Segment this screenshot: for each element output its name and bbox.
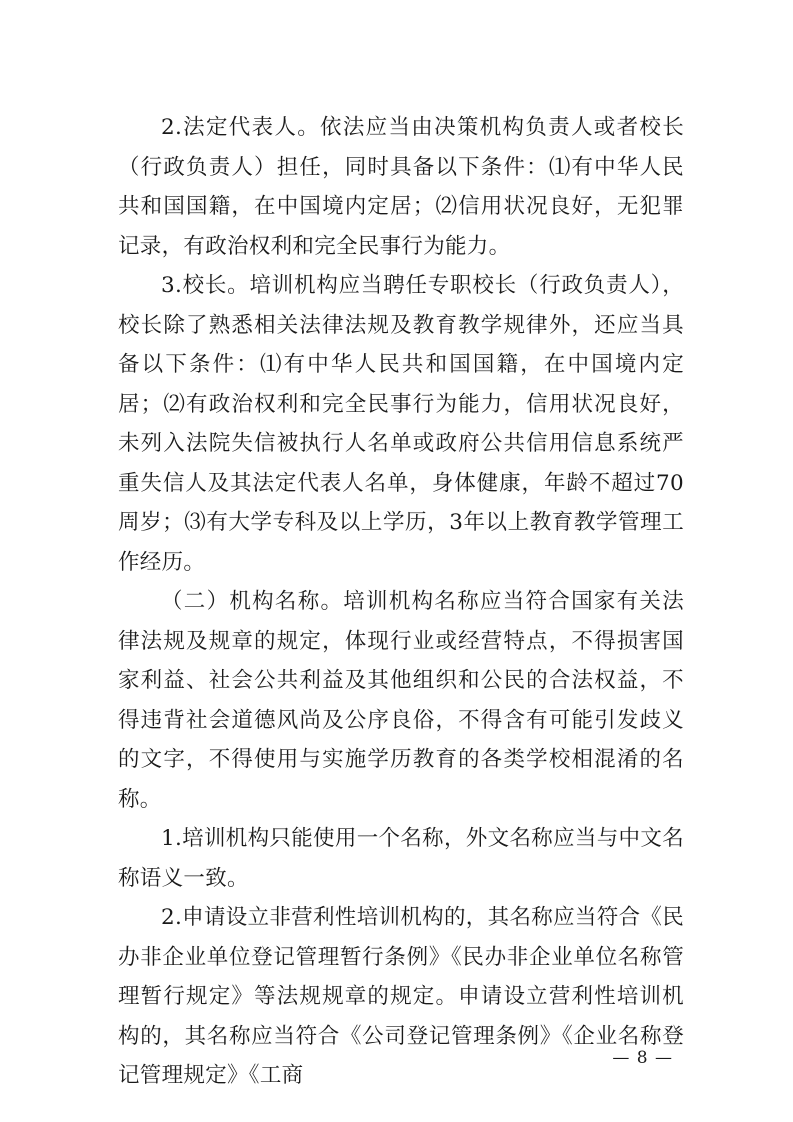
paragraph-legal-representative: 2.法定代表人。依法应当由决策机构负责人或者校长（行政负责人）担任，同时具备以下条件：⑴有中华人民共和国国籍，在中国境内定居；⑵信用状况良好，无犯罪记录，有政治权利和完全民事行为能力。 — [118, 115, 684, 259]
paragraph-single-name: 1.培训机构只能使用一个名称，外文名称应当与中文名称语义一致。 — [118, 826, 684, 891]
paragraph-principal: 3.校长。培训机构应当聘任专职校长（行政负责人），校长除了熟悉相关法律法规及教育教学规律外，还应当具备以下条件：⑴有中华人民共和国国籍，在中国境内定居；⑵有政治权利和完全民事行为能力，信用状况良好，未列入法院失信被执行人名单或政府公共信用信息系统严重失信人及其法定代表人名单，身体健康，年龄不超过70周岁；⑶有大学专科及以上学历，3年以上教育教学管理工作经历。 — [118, 273, 684, 575]
body-text — [118, 108, 684, 1096]
paragraph-institution-name: （二）机构名称。培训机构名称应当符合国家有关法律法规及规章的规定，体现行业或经营特点，不得损害国家利益、社会公共利益及其他组织和公民的合法权益，不得违背社会道德风尚及公序良俗，不得含有可能引发歧义的文字，不得使用与实施学历教育的各类学校相混淆的名称。 — [118, 589, 684, 812]
page-number: — 8 — — [612, 1048, 673, 1068]
paragraph-name-regulations: 2.申请设立非营利性培训机构的，其名称应当符合《民办非企业单位登记管理暂行条例》《民办非企业单位名称管理暂行规定》等法规规章的规定。申请设立营利性培训机构的，其名称应当符合《公司登记管理条例》《企业名称登记管理规定》《工商 — [118, 905, 684, 1088]
